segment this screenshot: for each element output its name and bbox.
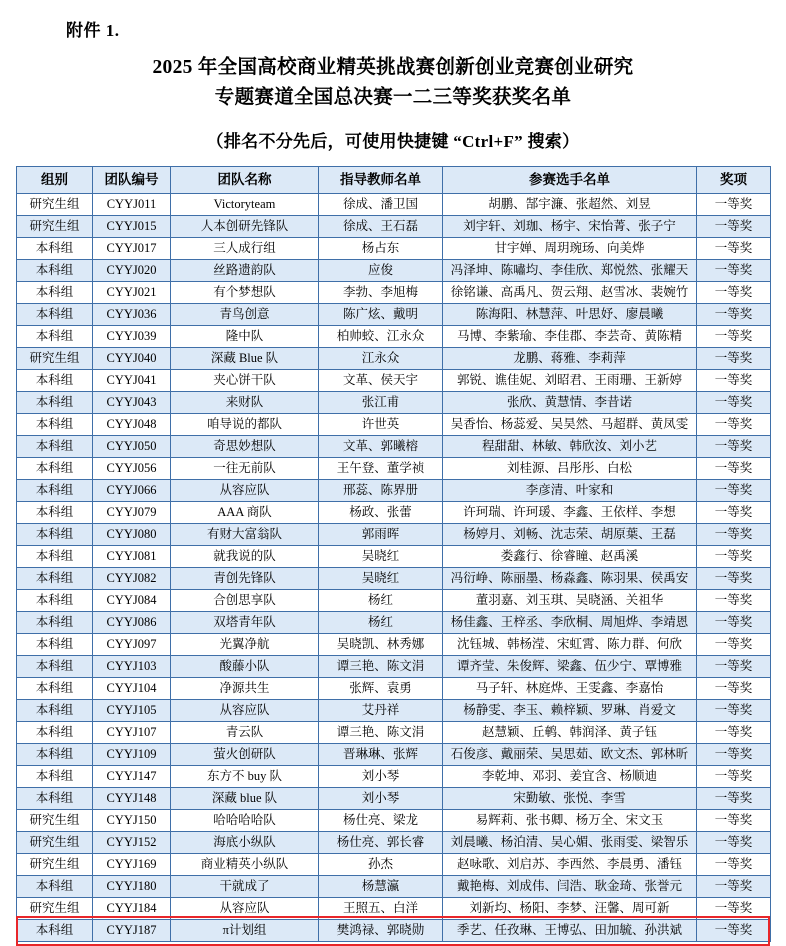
cell-members: 甘宇婵、周玥琬玚、向美烨: [443, 238, 697, 260]
cell-team-number: CYYJ082: [93, 568, 171, 590]
document-page: [0, 16, 786, 936]
cell-award: 一等奖: [697, 480, 771, 502]
table-row: [17, 216, 771, 238]
cell-team-name: 就我说的队: [171, 546, 319, 568]
cell-members: 杨佳鑫、王梓丞、李欣桐、周旭烨、李靖恩: [443, 612, 697, 634]
cell-advisors: 谭三艳、陈文涓: [319, 722, 443, 744]
cell-team-number: CYYJ103: [93, 656, 171, 678]
cell-group: 本科组: [17, 392, 93, 414]
cell-group: 研究生组: [17, 810, 93, 832]
cell-advisors: 陈广炫、戴明: [319, 304, 443, 326]
cell-group: 本科组: [17, 744, 93, 766]
table-row: [17, 348, 771, 370]
table-row: [17, 436, 771, 458]
cell-team-name: 干就成了: [171, 876, 319, 898]
attachment-label: 附件 1.: [66, 21, 120, 40]
cell-advisors: 谭三艳、陈文涓: [319, 656, 443, 678]
cell-award: 一等奖: [697, 392, 771, 414]
cell-members: 冯泽坤、陈嘯均、李佳欣、郑悦然、张耀天: [443, 260, 697, 282]
cell-team-name: 一往无前队: [171, 458, 319, 480]
cell-team-name: 海底小纵队: [171, 832, 319, 854]
cell-team-number: CYYJ021: [93, 282, 171, 304]
cell-advisors: 许世英: [319, 414, 443, 436]
cell-team-number: CYYJ184: [93, 898, 171, 920]
cell-team-number: CYYJ039: [93, 326, 171, 348]
cell-team-number: CYYJ169: [93, 854, 171, 876]
cell-group: 本科组: [17, 722, 93, 744]
cell-group: 本科组: [17, 524, 93, 546]
table-header-row: [17, 167, 771, 194]
cell-team-number: CYYJ180: [93, 876, 171, 898]
cell-advisors: 王午登、董学祯: [319, 458, 443, 480]
cell-award: 一等奖: [697, 304, 771, 326]
cell-team-name: 丝路遗韵队: [171, 260, 319, 282]
cell-team-name: 从容应队: [171, 480, 319, 502]
cell-advisors: 杨红: [319, 590, 443, 612]
document-subtitle: （排名不分先后，可使用快捷键 “Ctrl+F” 搜索）: [206, 132, 580, 152]
header-award: 奖项: [697, 167, 771, 194]
cell-team-name: 青云队: [171, 722, 319, 744]
table-row: [17, 414, 771, 436]
cell-award: 一等奖: [697, 238, 771, 260]
cell-team-name: 商业精英小纵队: [171, 854, 319, 876]
cell-team-number: CYYJ080: [93, 524, 171, 546]
cell-group: 本科组: [17, 634, 93, 656]
table-row: [17, 700, 771, 722]
cell-award: 一等奖: [697, 700, 771, 722]
cell-group: 本科组: [17, 480, 93, 502]
cell-award: 一等奖: [697, 766, 771, 788]
cell-team-name: 萤火创研队: [171, 744, 319, 766]
table-row: [17, 810, 771, 832]
cell-award: 一等奖: [697, 436, 771, 458]
cell-members: 龙鹏、蒋雅、李莉萍: [443, 348, 697, 370]
cell-team-name: 隆中队: [171, 326, 319, 348]
table-row: [17, 898, 771, 920]
cell-team-name: 来财队: [171, 392, 319, 414]
cell-group: 本科组: [17, 920, 93, 942]
cell-award: 一等奖: [697, 678, 771, 700]
cell-advisors: 邢蕊、陈界册: [319, 480, 443, 502]
cell-team-number: CYYJ107: [93, 722, 171, 744]
cell-group: 本科组: [17, 502, 93, 524]
cell-members: 谭齐莹、朱俊辉、梁鑫、伍少宁、覃博雅: [443, 656, 697, 678]
cell-team-number: CYYJ050: [93, 436, 171, 458]
cell-advisors: 李勃、李旭梅: [319, 282, 443, 304]
cell-award: 一等奖: [697, 370, 771, 392]
cell-advisors: 吴晓凯、林秀娜: [319, 634, 443, 656]
cell-team-number: CYYJ015: [93, 216, 171, 238]
table-row-highlighted: [17, 920, 771, 942]
cell-advisors: 杨红: [319, 612, 443, 634]
cell-members: 董羽嘉、刘玉琪、吴晓涵、关祖华: [443, 590, 697, 612]
cell-members: 刘晨曦、杨泊清、吴心媚、张雨雯、梁智乐: [443, 832, 697, 854]
table-row: [17, 590, 771, 612]
table-row: [17, 678, 771, 700]
cell-members: 戴艳梅、刘成伟、闫浩、耿金琦、张誉元: [443, 876, 697, 898]
cell-award: 一等奖: [697, 348, 771, 370]
cell-members: 刘新均、杨阳、李梦、汪馨、周可新: [443, 898, 697, 920]
cell-members: 吴香怡、杨蕊爱、吴昊然、马超群、黄凤雯: [443, 414, 697, 436]
table-row: [17, 524, 771, 546]
cell-advisors: 江永众: [319, 348, 443, 370]
cell-group: 研究生组: [17, 194, 93, 216]
cell-team-name: 奇思妙想队: [171, 436, 319, 458]
cell-group: 本科组: [17, 788, 93, 810]
cell-team-number: CYYJ109: [93, 744, 171, 766]
cell-members: 李乾坤、邓羽、姜宜含、杨顺迪: [443, 766, 697, 788]
table-row: [17, 612, 771, 634]
cell-award: 一等奖: [697, 876, 771, 898]
cell-advisors: 文革、郭曦榕: [319, 436, 443, 458]
cell-advisors: 孙杰: [319, 854, 443, 876]
cell-advisors: 晋琳琳、张辉: [319, 744, 443, 766]
cell-group: 本科组: [17, 612, 93, 634]
table-row: [17, 502, 771, 524]
cell-team-number: CYYJ043: [93, 392, 171, 414]
cell-group: 本科组: [17, 436, 93, 458]
cell-award: 一等奖: [697, 612, 771, 634]
cell-group: 本科组: [17, 766, 93, 788]
cell-team-number: CYYJ020: [93, 260, 171, 282]
cell-team-name: 合创思享队: [171, 590, 319, 612]
cell-team-number: CYYJ104: [93, 678, 171, 700]
cell-members: 程甜甜、林敏、韩欣汝、刘小艺: [443, 436, 697, 458]
header-group: 组别: [17, 167, 93, 194]
cell-advisors: 杨政、张蕾: [319, 502, 443, 524]
cell-advisors: 柏帅蛟、江永众: [319, 326, 443, 348]
cell-team-name: 双塔青年队: [171, 612, 319, 634]
cell-members: 刘宇轩、刘珈、杨宇、宋怡菁、张子宁: [443, 216, 697, 238]
cell-members: 马子轩、林庭烨、王雯鑫、李嘉怡: [443, 678, 697, 700]
cell-advisors: 文革、侯天宇: [319, 370, 443, 392]
cell-group: 本科组: [17, 260, 93, 282]
cell-advisors: 吴晓红: [319, 546, 443, 568]
cell-team-number: CYYJ056: [93, 458, 171, 480]
cell-advisors: 张江甫: [319, 392, 443, 414]
cell-team-number: CYYJ147: [93, 766, 171, 788]
cell-team-name: 酸藤小队: [171, 656, 319, 678]
cell-team-name: Victoryteam: [171, 194, 319, 216]
table-row: [17, 304, 771, 326]
cell-members: 陈海阳、林慧萍、叶思妤、廖晨曦: [443, 304, 697, 326]
table-row: [17, 568, 771, 590]
cell-team-number: CYYJ017: [93, 238, 171, 260]
cell-award: 一等奖: [697, 216, 771, 238]
table-row: [17, 458, 771, 480]
cell-members: 娄鑫行、徐睿瞳、赵禹溪: [443, 546, 697, 568]
table-row: [17, 392, 771, 414]
cell-award: 一等奖: [697, 744, 771, 766]
cell-members: 沈钰城、韩杨滢、宋虹霄、陈力群、何欣: [443, 634, 697, 656]
cell-team-name: 人本创研先锋队: [171, 216, 319, 238]
table-row: [17, 370, 771, 392]
cell-award: 一等奖: [697, 854, 771, 876]
table-row: [17, 634, 771, 656]
cell-award: 一等奖: [697, 568, 771, 590]
award-table-wrap: [16, 166, 770, 942]
cell-advisors: 徐成、王石磊: [319, 216, 443, 238]
table-row: [17, 744, 771, 766]
cell-advisors: 吴晓红: [319, 568, 443, 590]
cell-team-number: CYYJ041: [93, 370, 171, 392]
cell-members: 李彦清、叶家和: [443, 480, 697, 502]
cell-advisors: 徐成、潘卫国: [319, 194, 443, 216]
cell-team-number: CYYJ187: [93, 920, 171, 942]
cell-team-name: 有财大富翁队: [171, 524, 319, 546]
cell-team-name: 从容应队: [171, 898, 319, 920]
cell-members: 宋勤敏、张悦、李雪: [443, 788, 697, 810]
cell-team-name: 三人成行组: [171, 238, 319, 260]
header-team-name: 团队名称: [171, 167, 319, 194]
cell-team-number: CYYJ148: [93, 788, 171, 810]
cell-group: 本科组: [17, 568, 93, 590]
award-table-body: [17, 194, 771, 942]
cell-members: 郭锐、谯佳妮、刘昭君、王雨珊、王新婷: [443, 370, 697, 392]
cell-members: 张欣、黄慧情、李昔诺: [443, 392, 697, 414]
cell-members: 赵咏歌、刘启苏、李西然、李晨勇、潘钰: [443, 854, 697, 876]
cell-group: 本科组: [17, 282, 93, 304]
cell-advisors: 樊鸿禄、郭晓勋: [319, 920, 443, 942]
cell-team-number: CYYJ152: [93, 832, 171, 854]
cell-members: 杨婷月、刘畅、沈志荣、胡原葉、王磊: [443, 524, 697, 546]
cell-members: 石俊彦、戴丽荣、吴思茹、欧文杰、郭林昕: [443, 744, 697, 766]
cell-award: 一等奖: [697, 458, 771, 480]
cell-advisors: 张辉、袁勇: [319, 678, 443, 700]
table-row: [17, 854, 771, 876]
cell-members: 胡鹏、郜宇濂、张超然、刘昱: [443, 194, 697, 216]
cell-award: 一等奖: [697, 194, 771, 216]
award-table: [16, 166, 771, 942]
cell-advisors: 杨慧瀛: [319, 876, 443, 898]
cell-advisors: 刘小琴: [319, 788, 443, 810]
cell-team-number: CYYJ086: [93, 612, 171, 634]
cell-award: 一等奖: [697, 282, 771, 304]
cell-members: 赵慧颖、丘鹌、韩润泽、黄子钰: [443, 722, 697, 744]
cell-group: 本科组: [17, 304, 93, 326]
cell-team-number: CYYJ040: [93, 348, 171, 370]
table-row: [17, 194, 771, 216]
cell-group: 本科组: [17, 414, 93, 436]
document-title-line-2: 专题赛道全国总决赛一二三等奖获奖名单: [214, 87, 572, 109]
cell-award: 一等奖: [697, 788, 771, 810]
table-row: [17, 788, 771, 810]
cell-group: 本科组: [17, 326, 93, 348]
table-row: [17, 876, 771, 898]
cell-award: 一等奖: [697, 920, 771, 942]
table-row: [17, 480, 771, 502]
cell-advisors: 杨仕亮、郭长睿: [319, 832, 443, 854]
cell-team-number: CYYJ036: [93, 304, 171, 326]
table-row: [17, 656, 771, 678]
cell-group: 本科组: [17, 590, 93, 612]
cell-award: 一等奖: [697, 898, 771, 920]
cell-award: 一等奖: [697, 590, 771, 612]
cell-team-name: π计划组: [171, 920, 319, 942]
cell-team-number: CYYJ066: [93, 480, 171, 502]
cell-team-name: 咱导说的都队: [171, 414, 319, 436]
cell-group: 研究生组: [17, 854, 93, 876]
cell-team-name: 深藏 Blue 队: [171, 348, 319, 370]
table-row: [17, 832, 771, 854]
cell-members: 徐铭谦、高禹凡、贺云翔、赵雪冰、裴婉竹: [443, 282, 697, 304]
cell-award: 一等奖: [697, 524, 771, 546]
table-row: [17, 260, 771, 282]
cell-group: 本科组: [17, 700, 93, 722]
table-row: [17, 766, 771, 788]
cell-team-name: 从容应队: [171, 700, 319, 722]
cell-team-number: CYYJ150: [93, 810, 171, 832]
cell-team-name: 青创先锋队: [171, 568, 319, 590]
cell-members: 易辉莉、张书卿、杨万全、宋文玉: [443, 810, 697, 832]
cell-team-number: CYYJ048: [93, 414, 171, 436]
cell-team-name: 青鸟创意: [171, 304, 319, 326]
cell-group: 本科组: [17, 458, 93, 480]
cell-team-name: AAA 商队: [171, 502, 319, 524]
cell-award: 一等奖: [697, 832, 771, 854]
cell-team-name: 夹心饼干队: [171, 370, 319, 392]
cell-advisors: 王照五、白洋: [319, 898, 443, 920]
cell-members: 刘桂源、吕彤彤、白松: [443, 458, 697, 480]
cell-group: 本科组: [17, 546, 93, 568]
cell-group: 本科组: [17, 876, 93, 898]
cell-award: 一等奖: [697, 414, 771, 436]
cell-team-number: CYYJ084: [93, 590, 171, 612]
table-row: [17, 238, 771, 260]
cell-members: 许珂瑞、许珂瑗、李鑫、王依样、李想: [443, 502, 697, 524]
cell-group: 研究生组: [17, 898, 93, 920]
cell-team-name: 光翼净航: [171, 634, 319, 656]
cell-group: 本科组: [17, 656, 93, 678]
cell-group: 本科组: [17, 370, 93, 392]
cell-team-number: CYYJ097: [93, 634, 171, 656]
cell-team-number: CYYJ079: [93, 502, 171, 524]
cell-members: 杨静雯、李玉、赖梓颖、罗琳、肖爱文: [443, 700, 697, 722]
table-row: [17, 722, 771, 744]
cell-members: 马博、李紫瑜、李佳郡、李芸奇、黄陈精: [443, 326, 697, 348]
award-table-head: [17, 167, 771, 194]
cell-team-name: 哈哈哈哈队: [171, 810, 319, 832]
cell-advisors: 杨占东: [319, 238, 443, 260]
cell-group: 研究生组: [17, 348, 93, 370]
cell-team-name: 净源共生: [171, 678, 319, 700]
cell-team-name: 有个梦想队: [171, 282, 319, 304]
cell-advisors: 艾丹祥: [319, 700, 443, 722]
table-row: [17, 282, 771, 304]
cell-award: 一等奖: [697, 656, 771, 678]
cell-team-number: CYYJ105: [93, 700, 171, 722]
cell-advisors: 刘小琴: [319, 766, 443, 788]
cell-advisors: 郭雨晖: [319, 524, 443, 546]
cell-team-number: CYYJ081: [93, 546, 171, 568]
cell-members: 季艺、任孜琳、王博弘、田加毓、孙洪斌: [443, 920, 697, 942]
document-title-line-1: 2025 年全国高校商业精英挑战赛创新创业竞赛创业研究: [152, 57, 634, 78]
header-team-number: 团队编号: [93, 167, 171, 194]
cell-award: 一等奖: [697, 810, 771, 832]
cell-group: 研究生组: [17, 216, 93, 238]
cell-group: 研究生组: [17, 832, 93, 854]
cell-advisors: 杨仕亮、梁龙: [319, 810, 443, 832]
table-row: [17, 326, 771, 348]
header-members: 参赛选手名单: [443, 167, 697, 194]
cell-group: 本科组: [17, 238, 93, 260]
title-block: [0, 53, 786, 152]
cell-award: 一等奖: [697, 546, 771, 568]
cell-group: 本科组: [17, 678, 93, 700]
cell-team-number: CYYJ011: [93, 194, 171, 216]
cell-team-name: 深藏 blue 队: [171, 788, 319, 810]
cell-award: 一等奖: [697, 502, 771, 524]
cell-award: 一等奖: [697, 326, 771, 348]
cell-award: 一等奖: [697, 260, 771, 282]
header-advisors: 指导教师名单: [319, 167, 443, 194]
cell-team-name: 东方不 buy 队: [171, 766, 319, 788]
table-row: [17, 546, 771, 568]
cell-members: 冯衍峥、陈丽墨、杨淼鑫、陈羽果、侯禹安: [443, 568, 697, 590]
cell-advisors: 应俊: [319, 260, 443, 282]
cell-award: 一等奖: [697, 722, 771, 744]
cell-award: 一等奖: [697, 634, 771, 656]
